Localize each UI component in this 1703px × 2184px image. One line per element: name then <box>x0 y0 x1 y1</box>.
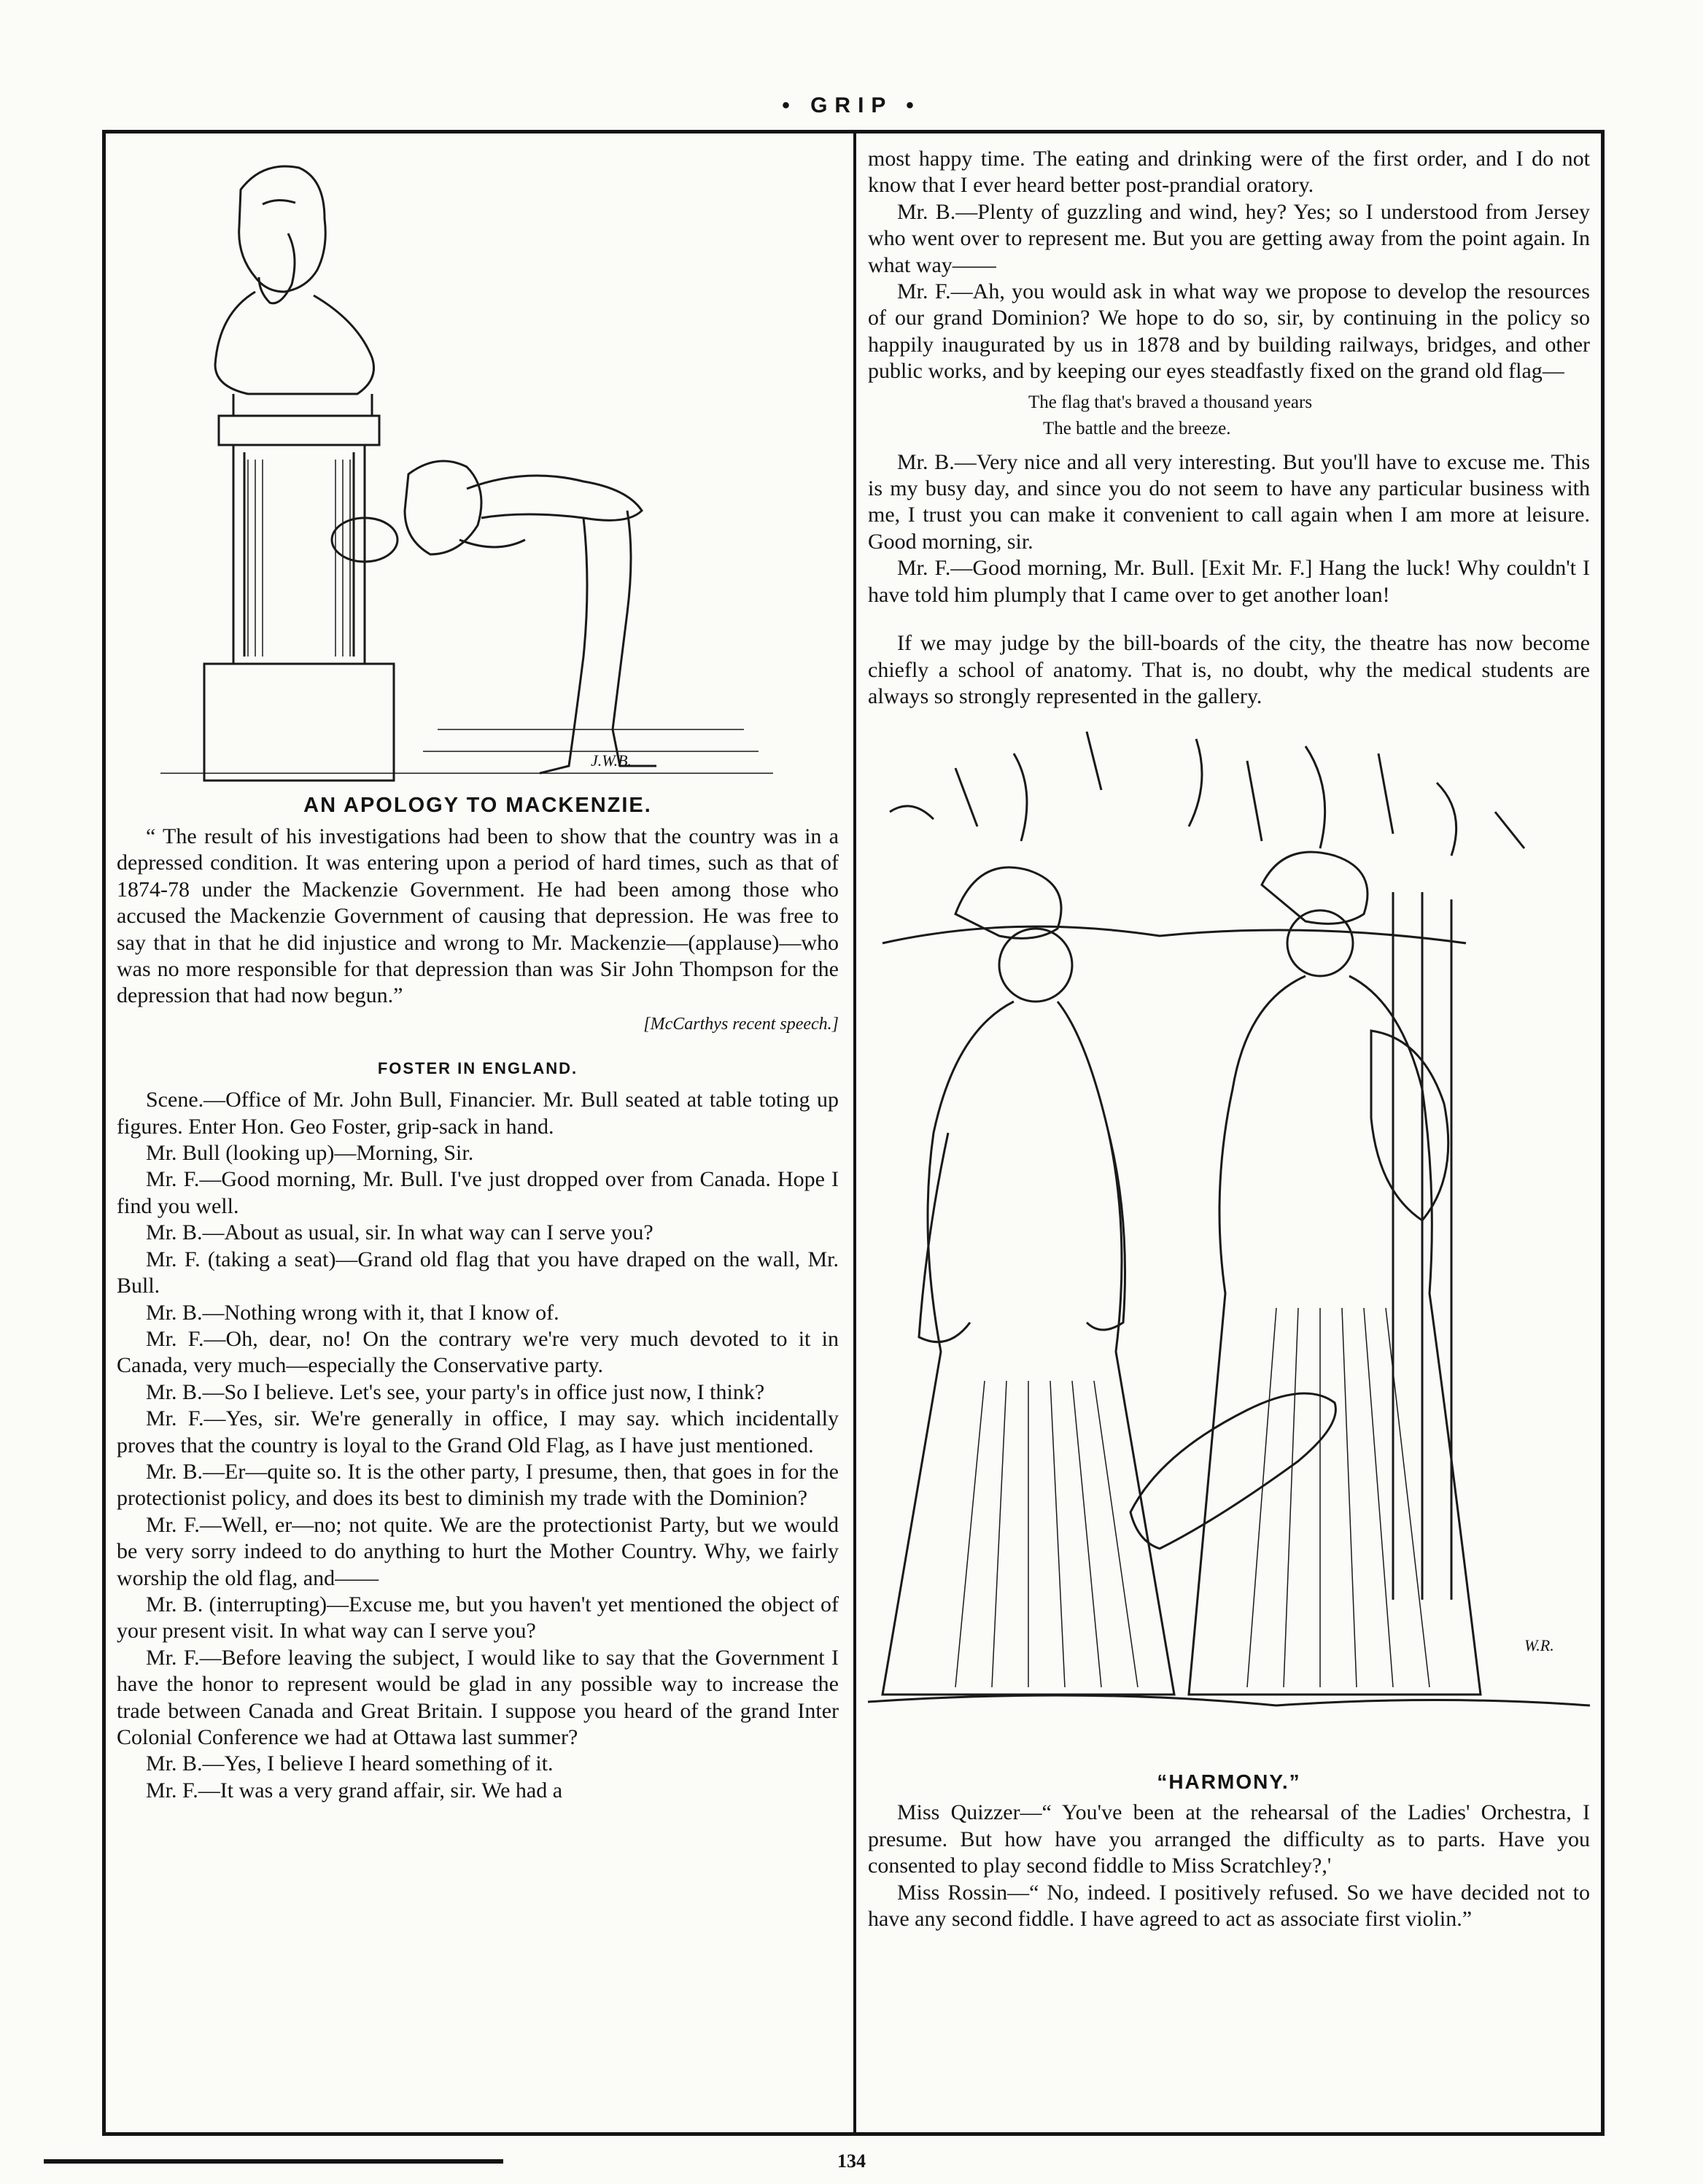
bust-bowing-drawing <box>117 146 839 788</box>
foster-paragraph: Mr. F.—Good morning, Mr. Bull. I've just dropped over from Canada. Hope I find you well. <box>117 1167 839 1218</box>
verse-line: The flag that's braved a thousand years <box>1028 392 1313 412</box>
foster-paragraph: Mr. B.—About as usual, sir. In what way can I serve you? <box>146 1220 653 1245</box>
apology-paragraph: “ The result of his investigations had been to show that the country was in a depressed condition. It was entering upon a period of hard times, such as that of 1874-78 under the Mackenzie Government. He had been among those who accused the Mackenzie Government of causing that depression. He was free to say that in that he did injustice and wrong to Mr. Mackenzie—(applause)—who was no more responsible for that depression than was Sir John Thompson for the depression that had now begun.” <box>117 824 839 1008</box>
theatre-paragraph: If we may judge by the bill-boards of the city, the theatre has now become chiefly a school of anatomy. That is, no doubt, why the medical students are always so strongly represented in the gallery. <box>868 631 1590 708</box>
masthead <box>0 93 1703 118</box>
column-divider <box>853 130 856 2136</box>
foster-paragraph: Mr. F. (taking a seat)—Grand old flag that you have draped on the wall, Mr. Bull. <box>117 1247 839 1298</box>
foster-paragraph: Mr. F.—Oh, dear, no! On the contrary we're very much devoted to it in Canada, very much—especially the Conservative party. <box>117 1326 839 1378</box>
foster-continued-paragraph: Mr. B.—Very nice and all very interesting. But you'll have to excuse me. This is my busy day, and since you do not seem to have any particular business with me, I trust you can make it convenient to call again when I am more at leisure. Good morning, sir. <box>868 449 1590 554</box>
bust-bowing-illustration <box>117 146 839 788</box>
harmony-illustration-signature: W.R. <box>1524 1636 1554 1655</box>
verse-block <box>868 390 1590 442</box>
spacer <box>868 608 1590 630</box>
masthead-title: GRIP <box>810 93 893 117</box>
foster-paragraph: Mr. B.—So I believe. Let's see, your party's in office just now, I think? <box>146 1379 765 1404</box>
verse-line: The battle and the breeze. <box>1043 418 1231 438</box>
foster-paragraph: Scene.—Office of Mr. John Bull, Financier. Mr. Bull seated at table toting up figures. Enter Hon. Geo Foster, grip-sack in hand. <box>117 1088 839 1139</box>
harmony-paragraph: Miss Rossin—“ No, indeed. I positively refused. So we have decided not to have any second fiddle. I have agreed to act as associate first violin.” <box>868 1880 1590 1931</box>
foster-paragraph: Mr. B. (interrupting)—Excuse me, but you haven't yet mentioned the object of your present visit. In what way can I serve you? <box>117 1592 839 1643</box>
foster-paragraph: Mr. B.—Er—quite so. It is the other party, I presume, then, that goes in for the protectionist policy, and does its best to diminish my trade with the Dominion? <box>117 1459 839 1511</box>
bust-illustration-signature: J.W.B. <box>591 751 632 770</box>
apology-attribution: [McCarthys recent speech.] <box>643 1014 839 1034</box>
foster-paragraph: Mr. B.—Nothing wrong with it, that I know of. <box>146 1300 559 1325</box>
foster-continued-paragraph: Mr. F.—Ah, you would ask in what way we propose to develop the resources of our grand Dominion? We hope to do so, sir, by continuing in the policy so happily inaugurated by us in 1878 and by building railways, bridges, and other public works, and by keeping our eyes steadfastly fixed on the grand old flag— <box>868 279 1590 384</box>
foster-paragraph: Mr. F.—Yes, sir. We're generally in office, I may say. which incidentally proves that the country is loyal to the Grand Old Flag, as I have just mentioned. <box>117 1406 839 1457</box>
foster-paragraph: Mr. Bull (looking up)—Morning, Sir. <box>146 1141 474 1166</box>
masthead-dot-right: • <box>892 93 921 117</box>
apology-heading: AN APOLOGY TO MACKENZIE. <box>303 794 652 817</box>
foster-paragraph: Mr. F.—Before leaving the subject, I would like to say that the Government I have the honor to represent would be glad in any possible way to increase the trade between Canada and Great Britain. I suppose you heard of the grand Inter Colonial Conference we had at Ottawa last summer? <box>117 1645 839 1749</box>
foster-paragraph: Mr. F.—It was a very grand affair, sir. We had a <box>146 1778 563 1802</box>
harmony-illustration <box>868 724 1590 1760</box>
foster-paragraph: Mr. F.—Well, er—no; not quite. We are the protectionist Party, but we would be very sorry indeed to do anything to hurt the Mother Country. Why, we fairly worship the old flag, and—— <box>117 1512 839 1590</box>
foster-heading: FOSTER IN ENGLAND. <box>377 1059 578 1078</box>
masthead-dot-left: • <box>782 93 811 117</box>
harmony-drawing <box>868 724 1590 1760</box>
foster-continued-paragraph: most happy time. The eating and drinking were of the first order, and I do not know that I ever heard better post-prandial oratory. <box>868 147 1590 198</box>
right-column <box>868 146 1590 1932</box>
harmony-paragraph: Miss Quizzer—“ You've been at the rehearsal of the Ladies' Orchestra, I presume. But how have you arranged the difficulty as to parts. Have you consented to play second fiddle to Miss Scratchley?,' <box>868 1800 1590 1878</box>
foster-continued-paragraph: Mr. B.—Plenty of guzzling and wind, hey? Yes; so I understood from Jersey who went over to represent me. But you are getting away from the point again. In what way—— <box>868 199 1590 277</box>
left-column <box>117 146 839 1804</box>
foster-continued-paragraph: Mr. F.—Good morning, Mr. Bull. [Exit Mr. F.] Hang the luck! Why couldn't I have told him plumply that I came over to get another loan! <box>868 556 1590 607</box>
harmony-heading: “HARMONY.” <box>1157 1770 1301 1794</box>
page-number: 134 <box>837 2150 866 2172</box>
foster-paragraph: Mr. B.—Yes, I believe I heard something of it. <box>146 1751 554 1776</box>
